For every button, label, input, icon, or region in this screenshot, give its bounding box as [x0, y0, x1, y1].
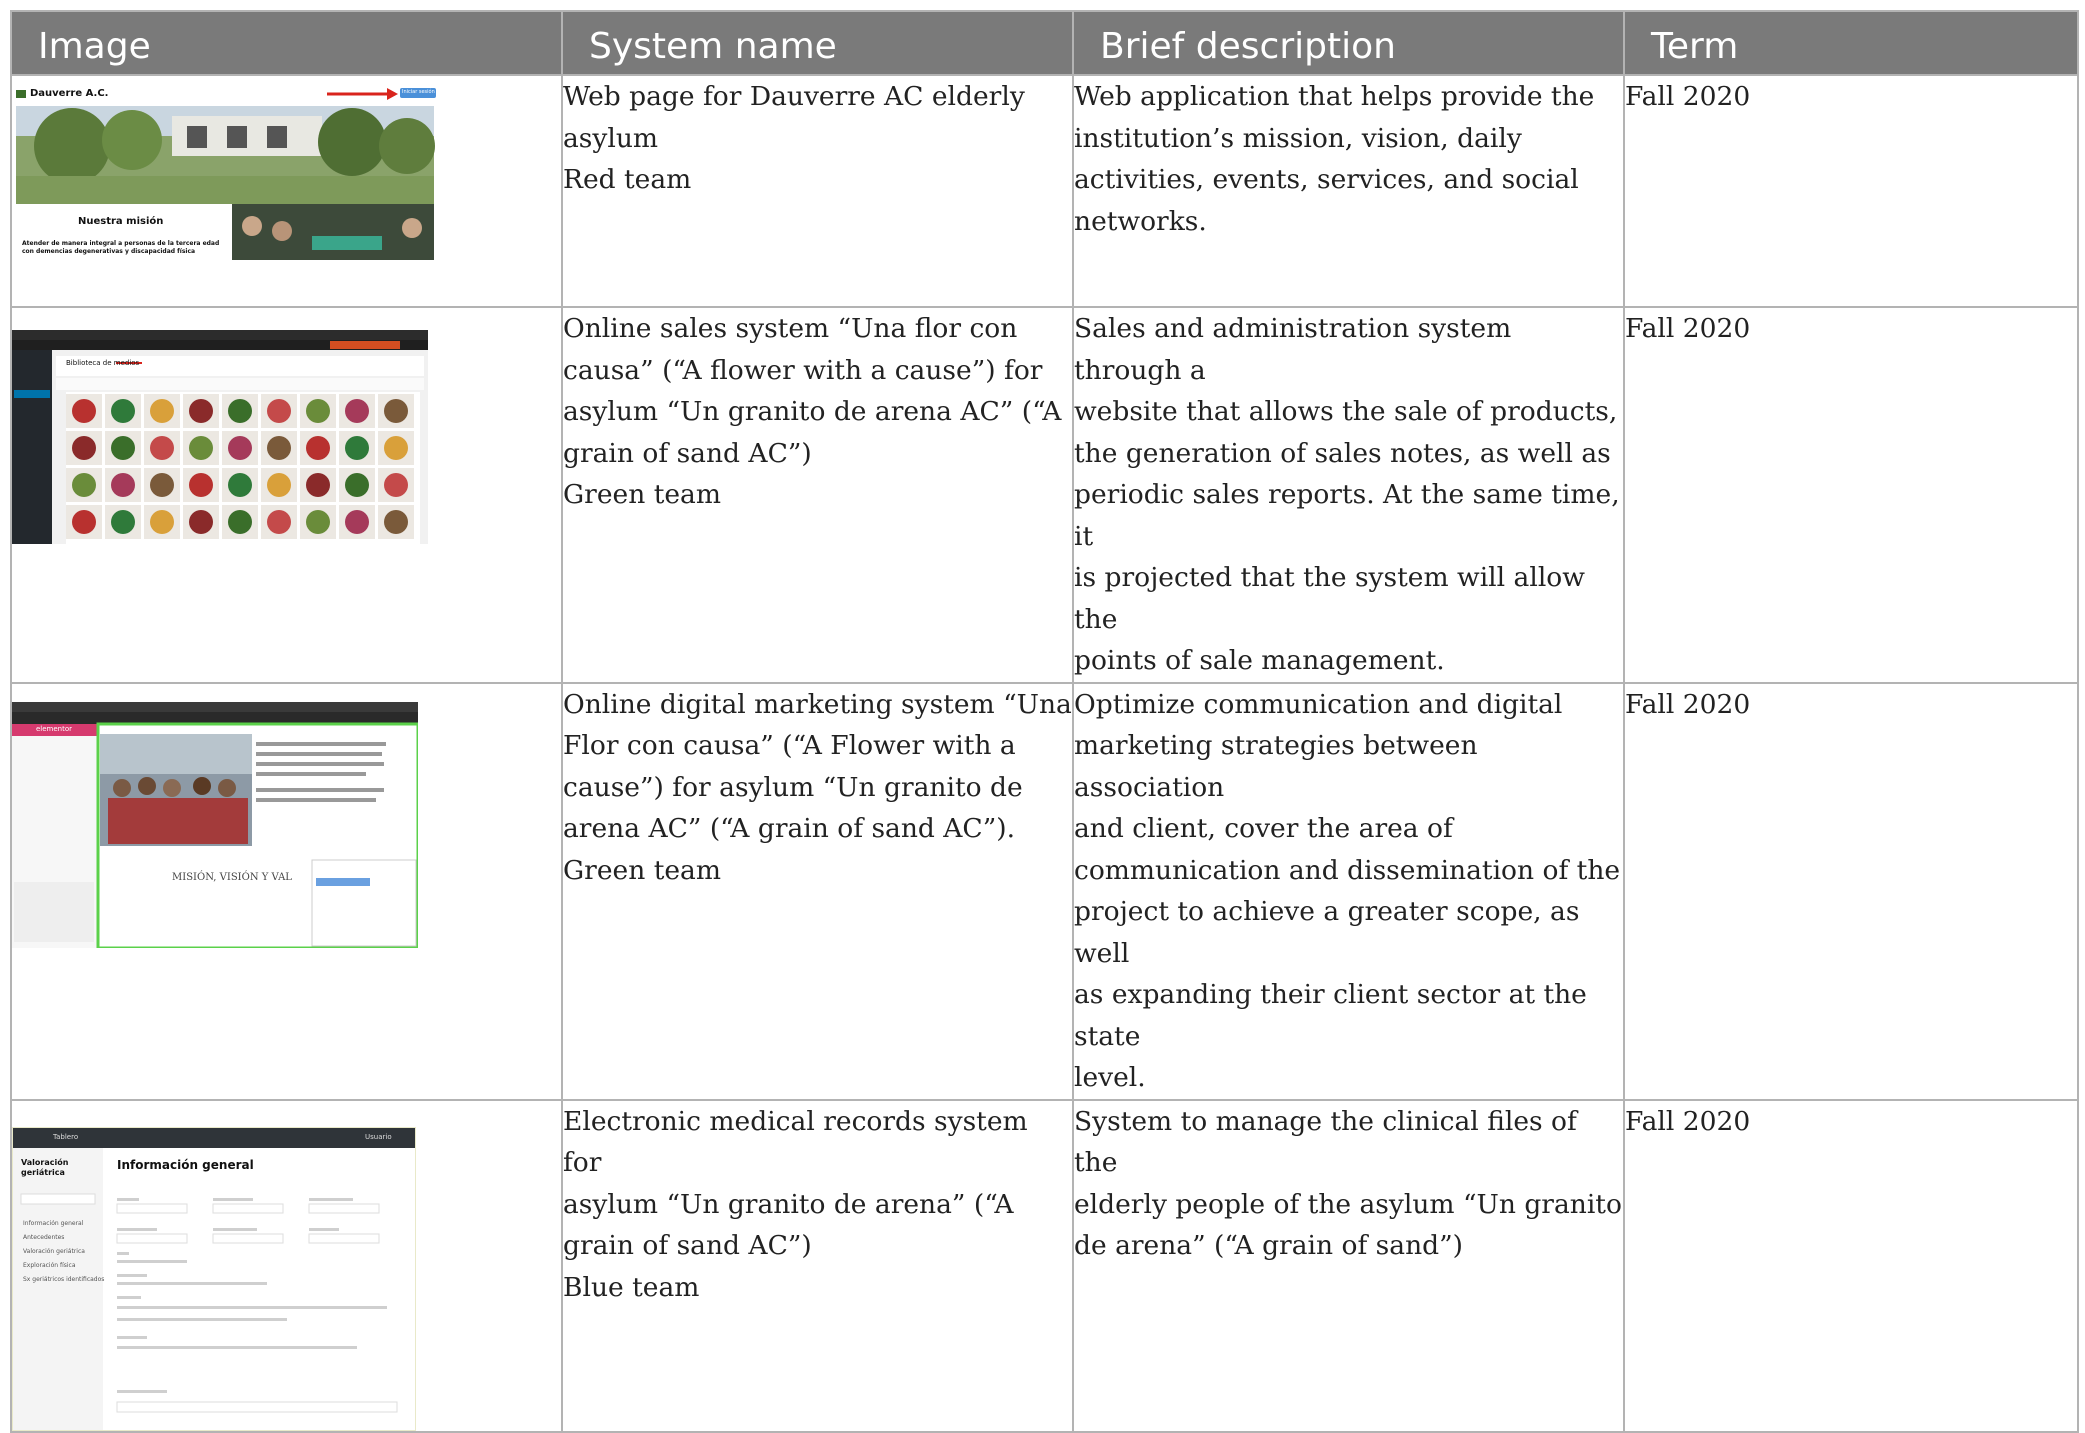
- product-tile: [378, 394, 414, 428]
- term-cell: Fall 2020: [1624, 75, 2078, 307]
- description-line: networks.: [1074, 205, 1207, 237]
- product-tile: [339, 505, 375, 539]
- product-tile: [300, 431, 336, 465]
- records-side-item: Antecedentes: [23, 1233, 65, 1241]
- thumb-logo-text: Dauverre A.C.: [30, 88, 109, 99]
- product-tile: [144, 468, 180, 502]
- elementor-editor-thumbnail: [12, 702, 418, 948]
- description-cell: [1073, 75, 1624, 307]
- records-side-item: Valoración geriátrica: [23, 1247, 85, 1255]
- product-tile: [105, 431, 141, 465]
- system-name-line: Web page for Dauverre AC elderly: [563, 81, 1025, 112]
- description-line: communication and dissemination of the: [1074, 854, 1621, 886]
- system-name-cell: [562, 1100, 1073, 1432]
- description-line: website that allows the sale of products,: [1074, 396, 1618, 427]
- header-brief-description: Brief description: [1073, 11, 1624, 75]
- product-tile: [339, 394, 375, 428]
- thumb-button-text: Iniciar sesión: [402, 89, 435, 95]
- description-line: is projected that the system will allow the: [1074, 562, 1585, 635]
- product-tile: [222, 431, 258, 465]
- system-name-line: grain of sand AC”): [563, 1230, 812, 1261]
- description-line: as expanding their client sector at the state: [1074, 979, 1587, 1052]
- records-top-label: Tablero: [53, 1132, 79, 1141]
- description-line: Optimize communication and digital: [1074, 688, 1563, 720]
- product-tile: [183, 394, 219, 428]
- description-cell: [1073, 307, 1624, 683]
- media-library-title: Biblioteca de medios: [66, 359, 140, 367]
- description-line: de arena” (“A grain of sand”): [1074, 1230, 1463, 1261]
- product-tile: [339, 468, 375, 502]
- description-line: marketing strategies between association: [1074, 730, 1478, 803]
- product-tile: [378, 468, 414, 502]
- system-name-line: grain of sand AC”): [563, 437, 812, 469]
- product-tile: [261, 505, 297, 539]
- product-tile: [144, 394, 180, 428]
- product-tile: [300, 468, 336, 502]
- product-tile: [105, 468, 141, 502]
- system-name-line: Green team: [563, 854, 721, 886]
- system-name-cell: [562, 75, 1073, 307]
- thumb-heading: Nuestra misión: [78, 216, 164, 227]
- product-tile: [261, 431, 297, 465]
- records-side-item: Exploración física: [23, 1261, 76, 1269]
- description-line: points of sale management.: [1074, 645, 1445, 676]
- description-line: System to manage the clinical files of the: [1074, 1105, 1577, 1178]
- product-tile: [261, 468, 297, 502]
- records-side-item: Sx geriátricos identificados: [23, 1275, 105, 1283]
- system-name-cell: [562, 307, 1073, 683]
- system-name-line: Online sales system “Una flor con: [563, 313, 1018, 344]
- product-tile: [105, 505, 141, 539]
- product-tile: [66, 505, 102, 539]
- description-line: the generation of sales notes, as well as: [1074, 437, 1611, 469]
- elementor-page-heading: MISIÓN, VISIÓN Y VAL: [172, 871, 292, 883]
- system-name-line: asylum “Un granito de arena” (“A: [563, 1188, 1014, 1220]
- term-cell: Fall 2020: [1624, 307, 2078, 683]
- systems-table: [10, 10, 2079, 1433]
- product-tile: [66, 394, 102, 428]
- header-term: Term: [1624, 11, 2078, 75]
- term-cell: Fall 2020: [1624, 1100, 2078, 1432]
- header-system-name: System name: [562, 11, 1073, 75]
- records-side-item: Información general: [23, 1219, 84, 1227]
- table-row: [11, 683, 2078, 1100]
- product-tile: [222, 505, 258, 539]
- product-tile: [222, 394, 258, 428]
- description-line: activities, events, services, and social: [1074, 164, 1579, 195]
- system-name-line: Red team: [563, 164, 692, 195]
- table-row: [11, 75, 2078, 307]
- system-name-line: Flor con causa” (“A Flower with a: [563, 730, 1016, 761]
- image-cell: [11, 75, 562, 307]
- table-row: [11, 307, 2078, 683]
- system-name-line: asylum “Un granito de arena AC” (“A: [563, 396, 1062, 427]
- product-tile: [144, 505, 180, 539]
- description-line: Sales and administration system through a: [1074, 313, 1512, 386]
- description-line: level.: [1074, 1062, 1146, 1093]
- system-name-line: Electronic medical records system for: [563, 1105, 1028, 1178]
- term-cell: Fall 2020: [1624, 683, 2078, 1100]
- product-tile: [144, 431, 180, 465]
- header-row: [11, 11, 2078, 75]
- medical-records-thumbnail: [12, 1127, 416, 1431]
- product-tile: [66, 468, 102, 502]
- product-tile: [183, 505, 219, 539]
- media-library-thumbnail: [12, 330, 428, 544]
- system-name-line: causa” (“A flower with a cause”) for: [563, 354, 1043, 386]
- table-row: [11, 1100, 2078, 1432]
- records-user-label: Usuario: [365, 1132, 392, 1141]
- image-cell: [11, 1100, 562, 1432]
- records-side-title: Valoración geriátrica: [21, 1157, 69, 1177]
- product-tile: [339, 431, 375, 465]
- system-name-cell: [562, 683, 1073, 1100]
- system-name-line: Green team: [563, 479, 721, 510]
- product-tile: [222, 468, 258, 502]
- system-name-line: Blue team: [563, 1271, 700, 1303]
- elementor-title: elementor: [36, 724, 73, 733]
- dauverre-webpage-thumbnail: [12, 76, 438, 260]
- system-name-line: arena AC” (“A grain of sand AC”).: [563, 813, 1016, 844]
- system-name-line: asylum: [563, 122, 659, 154]
- thumb-body-text: Atender de manera integral a personas de la tercera edad con demencias degenerativas y discapacidad física: [22, 240, 220, 255]
- description-cell: [1073, 683, 1624, 1100]
- product-tile: [183, 468, 219, 502]
- header-image: Image: [11, 11, 562, 75]
- product-tile: [378, 431, 414, 465]
- product-tile: [66, 431, 102, 465]
- description-line: periodic sales reports. At the same time, it: [1074, 479, 1620, 552]
- description-line: institution’s mission, vision, daily: [1074, 122, 1522, 154]
- product-tile: [378, 505, 414, 539]
- image-cell: [11, 307, 562, 683]
- records-form-title: Información general: [117, 1157, 254, 1172]
- description-line: and client, cover the area of: [1074, 813, 1453, 844]
- description-cell: [1073, 1100, 1624, 1432]
- flower-product-grid: [66, 394, 426, 544]
- description-line: project to achieve a greater scope, as well: [1074, 896, 1580, 969]
- description-line: elderly people of the asylum “Un granito: [1074, 1188, 1622, 1220]
- image-cell: [11, 683, 562, 1100]
- product-tile: [183, 431, 219, 465]
- product-tile: [261, 394, 297, 428]
- system-name-line: cause”) for asylum “Un granito de: [563, 771, 1023, 803]
- product-tile: [105, 394, 141, 428]
- product-tile: [300, 505, 336, 539]
- product-tile: [300, 394, 336, 428]
- system-name-line: Online digital marketing system “Una: [563, 688, 1072, 720]
- description-line: Web application that helps provide the: [1074, 81, 1595, 112]
